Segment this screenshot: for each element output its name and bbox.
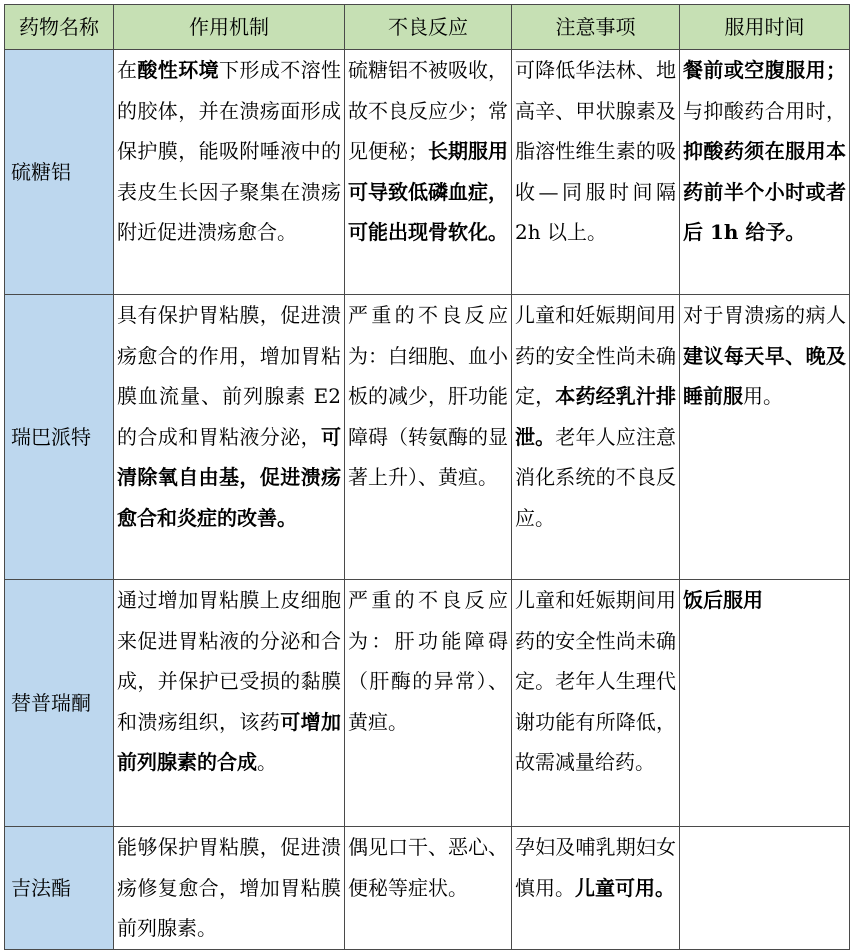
text-segment: 孕妇及哺乳期妇女慎用。 (515, 835, 676, 900)
drug-name-cell: 替普瑞酮 (5, 580, 114, 827)
text-segment: 老年人应注意消化系统的不良反应。 (515, 424, 677, 530)
dosing-time-cell (680, 580, 850, 827)
header-drug-name: 药物名称 (5, 5, 114, 50)
text-segment: 能够保护胃粘膜，促进溃疡修复愈合，增加胃粘膜前列腺素。 (117, 835, 341, 940)
text-segment: 与抑酸药合用时， (683, 98, 846, 123)
text-segment: 严重的不良反应为：肝功能障碍（肝酶的异常）、黄疸。 (348, 588, 508, 734)
dosing-time-cell (680, 295, 850, 580)
adverse-cell (345, 827, 512, 950)
precautions-cell (512, 295, 680, 580)
drug-name-cell: 硫糖铝 (5, 50, 114, 295)
header-precautions: 注意事项 (512, 5, 680, 50)
text-segment: 硫糖铝不被吸收，故不良反应少；常见便秘； (348, 58, 508, 163)
adverse-cell (345, 580, 512, 827)
text-segment: 下形成不溶性的胶体，并在溃疡面形成保护膜，能吸附唾液中的表皮生长因子聚集在溃疡附近促进溃疡愈合。 (117, 58, 342, 244)
dosing-time-cell (680, 50, 850, 295)
table-row (5, 580, 850, 827)
table-row (5, 50, 850, 295)
bold-text-segment: 饭后服用 (683, 588, 763, 612)
bold-text-segment: 建议每天早、晚及睡前服 (683, 343, 846, 408)
bold-text-segment: 儿童可用。 (575, 875, 675, 900)
drug-name-cell: 吉法酯 (5, 827, 114, 950)
header-dosing-time: 服用时间 (680, 5, 850, 50)
adverse-cell (345, 295, 512, 580)
precautions-cell (512, 50, 680, 295)
text-segment: 通过增加胃粘膜上皮细胞来促进胃粘液的分泌和合成，并保护已受损的黏膜和溃疡组织，该药 (117, 588, 341, 734)
table-body (5, 50, 850, 950)
bold-text-segment: 酸性环境 (137, 58, 220, 82)
drug-name-cell: 瑞巴派特 (5, 295, 114, 580)
bold-text-segment: 本药经乳汁排泄。 (515, 384, 677, 449)
mechanism-cell (114, 827, 345, 950)
text-segment: 。 (257, 750, 277, 774)
header-adverse-reactions: 不良反应 (345, 5, 512, 50)
table-header (5, 5, 850, 50)
header-row (5, 5, 850, 50)
text-segment: 偶见口干、恶心、便秘等症状。 (348, 835, 508, 900)
bold-text-segment: 长期服用可导致低磷血症，可能出现骨软化。 (348, 139, 508, 244)
text-segment: 在 (117, 58, 138, 82)
text-segment: 对于胃溃疡的病人 (683, 303, 846, 327)
precautions-cell (512, 827, 680, 950)
bold-text-segment: 可清除氧自由基，促进溃疡愈合和炎症的改善。 (117, 424, 341, 530)
mechanism-cell (114, 580, 345, 827)
precautions-cell (512, 580, 680, 827)
text-segment: 严重的不良反应为：白细胞、血小板的减少，肝功能障碍（转氨酶的显著上升）、黄疸。 (348, 303, 508, 489)
adverse-cell (345, 50, 512, 295)
text-segment: 儿童和妊娠期间用药的安全性尚未确定。老年人生理代谢功能有所降低，故需减量给药。 (515, 588, 676, 774)
mechanism-cell (114, 295, 345, 580)
header-mechanism: 作用机制 (114, 5, 345, 50)
bold-text-segment: 抑酸药须在服用本药前半个小时或者后 1h 给予。 (683, 139, 846, 244)
text-segment: 儿童和妊娠期间用药的安全性尚未确定， (515, 303, 676, 408)
bold-text-segment: 餐前或空腹服用； (683, 58, 846, 82)
bold-text-segment: 可增加前列腺素的合成 (117, 709, 342, 774)
mechanism-cell (114, 50, 345, 295)
text-segment: 具有保护胃粘膜，促进溃疡愈合的作用，增加胃粘膜血流量、前列腺素 E2 的合成和胃粘液分泌， (117, 303, 341, 449)
table-row (5, 827, 850, 950)
text-segment: 可降低华法林、地高辛、甲状腺素及脂溶性维生素的吸收—同服时间隔 2h 以上。 (515, 58, 676, 244)
drug-comparison-table (4, 4, 850, 950)
dosing-time-cell (680, 827, 850, 950)
table-row (5, 295, 850, 580)
text-segment: 用。 (743, 384, 783, 408)
